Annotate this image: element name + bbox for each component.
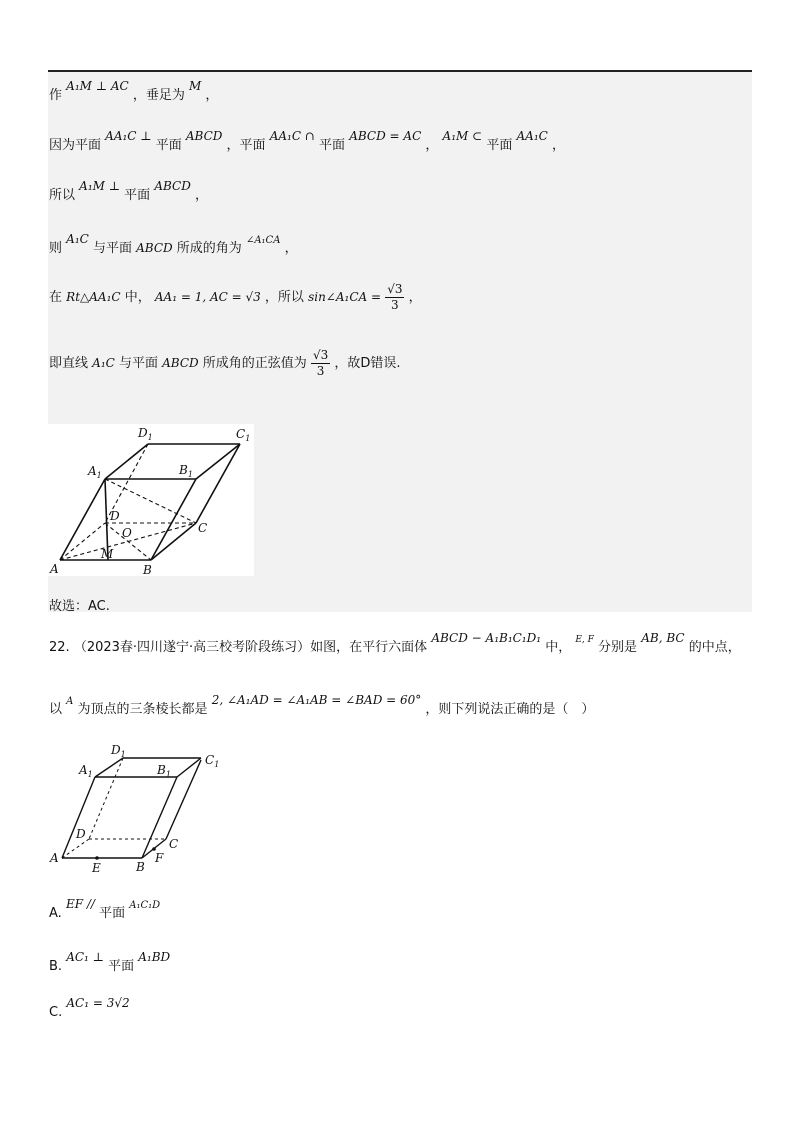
math: AA₁C ∩ (269, 129, 315, 143)
text: 分别是 (598, 640, 638, 655)
math: AB, BC (641, 631, 685, 645)
numerator: √3 (387, 282, 403, 296)
text: 以 (49, 702, 63, 717)
edge-CC1 (196, 444, 240, 523)
label-M: M (101, 547, 114, 561)
math: AA₁ = 1, AC = √3 (154, 290, 261, 304)
math: A₁C (66, 232, 89, 246)
math: sin∠A₁CA = (308, 290, 382, 304)
math: ∠A₁CA (245, 235, 281, 246)
text: ， (194, 188, 208, 203)
text: ，所以 (264, 290, 304, 305)
solution-line-2 (49, 129, 565, 153)
fraction (311, 348, 330, 379)
text: 与平面 (92, 241, 132, 256)
edge-AD (60, 523, 105, 560)
math: ABCD (154, 179, 191, 193)
solution-line-5 (49, 282, 422, 313)
text: 平面 (108, 959, 135, 974)
text: 与平面 (118, 356, 158, 371)
question-source: （2023春·四川遂宁·高三校考阶段练习）如图，在平行六面体 (73, 640, 428, 655)
label-A1: $A_1$ (79, 763, 93, 779)
math: AC₁ ⊥ (66, 950, 104, 964)
label-C: C (198, 521, 208, 535)
label-O: O (122, 526, 132, 540)
label-C1: $C_1$ (236, 427, 251, 443)
label-B: B (136, 860, 145, 874)
label-C1: $C_1$ (205, 753, 220, 769)
math: AA₁C (516, 129, 548, 143)
math: EF // (65, 897, 95, 911)
text: ，垂足为 (132, 88, 185, 103)
math: M (188, 79, 202, 93)
text: 中， (124, 290, 151, 305)
label-A1: $A_1$ (88, 464, 102, 480)
question-line-2 (49, 693, 595, 717)
math: A₁M ⊥ (79, 179, 121, 193)
text: ， (205, 88, 219, 103)
text: ， (425, 138, 439, 153)
text: ，平面 (226, 138, 266, 153)
math: A₁M ⊥ AC (66, 79, 129, 93)
math: ABCD (136, 241, 173, 255)
answer-text: 故选：AC. (49, 599, 110, 614)
text: ， (284, 241, 298, 256)
text: 所成的角为 (176, 241, 242, 256)
text: ，故D错误. (334, 356, 401, 371)
option-letter: C. (49, 1005, 63, 1020)
text: 作 (49, 88, 63, 103)
numerator: √3 (312, 348, 329, 362)
text: 中， (545, 640, 572, 655)
answer-line (49, 595, 110, 614)
point-E (95, 856, 99, 860)
label-D1: $D_1$ (138, 426, 153, 442)
text: 的中点， (688, 640, 741, 655)
text: 在 (49, 290, 63, 305)
question-line-1 (49, 631, 741, 655)
text: 平面 (319, 138, 346, 153)
figure-1-parallelepiped (48, 424, 254, 576)
fraction (385, 282, 404, 313)
label-B: B (143, 563, 152, 576)
label-D1: $D_1$ (111, 743, 126, 759)
math: ABCD (185, 129, 223, 143)
math: ABCD = AC (349, 129, 422, 143)
option-a (49, 897, 161, 921)
label-B1: $B_1$ (157, 763, 171, 779)
label-C: C (169, 837, 179, 851)
math: A₁C₁D (129, 900, 161, 911)
label-F: F (155, 851, 164, 865)
text: ， (551, 138, 565, 153)
option-b (49, 950, 171, 974)
math: A₁C (92, 356, 115, 370)
text: ， (408, 290, 422, 305)
edge-B1C1 (196, 444, 240, 479)
text: ，则下列说法正确的是（ ） (425, 702, 595, 717)
label-A: A (50, 851, 59, 865)
question-number: 22. (49, 640, 70, 655)
label-D: D (110, 509, 120, 523)
edge-BC (151, 523, 196, 560)
math: AA₁C ⊥ (105, 129, 152, 143)
text: 平面 (124, 188, 151, 203)
text: 为顶点的三条棱长都是 (77, 702, 208, 717)
label-E: E (92, 861, 101, 875)
edge-A1D1 (95, 758, 123, 777)
label-D: D (76, 827, 86, 841)
math: 2, ∠A₁AD = ∠A₁AB = ∠BAD = 60° (211, 693, 422, 707)
math: ABCD − A₁B₁C₁D₁ (431, 631, 542, 645)
option-letter: B. (49, 959, 63, 974)
solution-line-1 (49, 79, 219, 103)
edge-AA1 (60, 479, 105, 560)
denominator: 3 (316, 364, 325, 378)
solution-line-3 (49, 179, 208, 203)
text: 则 (49, 241, 63, 256)
figure-2-parallelepiped (45, 740, 235, 878)
text: 平面 (486, 138, 513, 153)
text: 平面 (155, 138, 182, 153)
math: Rt△AA₁C (66, 290, 121, 304)
math: ABCD (162, 356, 199, 370)
edge-A1D1 (105, 444, 148, 479)
math: A₁M ⊂ (442, 129, 483, 143)
option-letter: A. (49, 906, 62, 921)
math: A₁BD (138, 950, 171, 964)
text: 平面 (99, 906, 126, 921)
text: 所以 (49, 188, 76, 203)
math: E, F (575, 635, 594, 645)
math: A (66, 696, 74, 707)
text: 即直线 (49, 356, 89, 371)
solution-line-6 (49, 348, 401, 379)
math: AC₁ = 3√2 (66, 996, 130, 1010)
label-B1: $B_1$ (179, 463, 193, 479)
text: 因为平面 (49, 138, 102, 153)
text: 所成角的正弦值为 (202, 356, 307, 371)
option-c (49, 996, 130, 1020)
denominator: 3 (391, 298, 399, 312)
label-A: A (50, 562, 59, 576)
solution-line-4 (49, 232, 298, 256)
